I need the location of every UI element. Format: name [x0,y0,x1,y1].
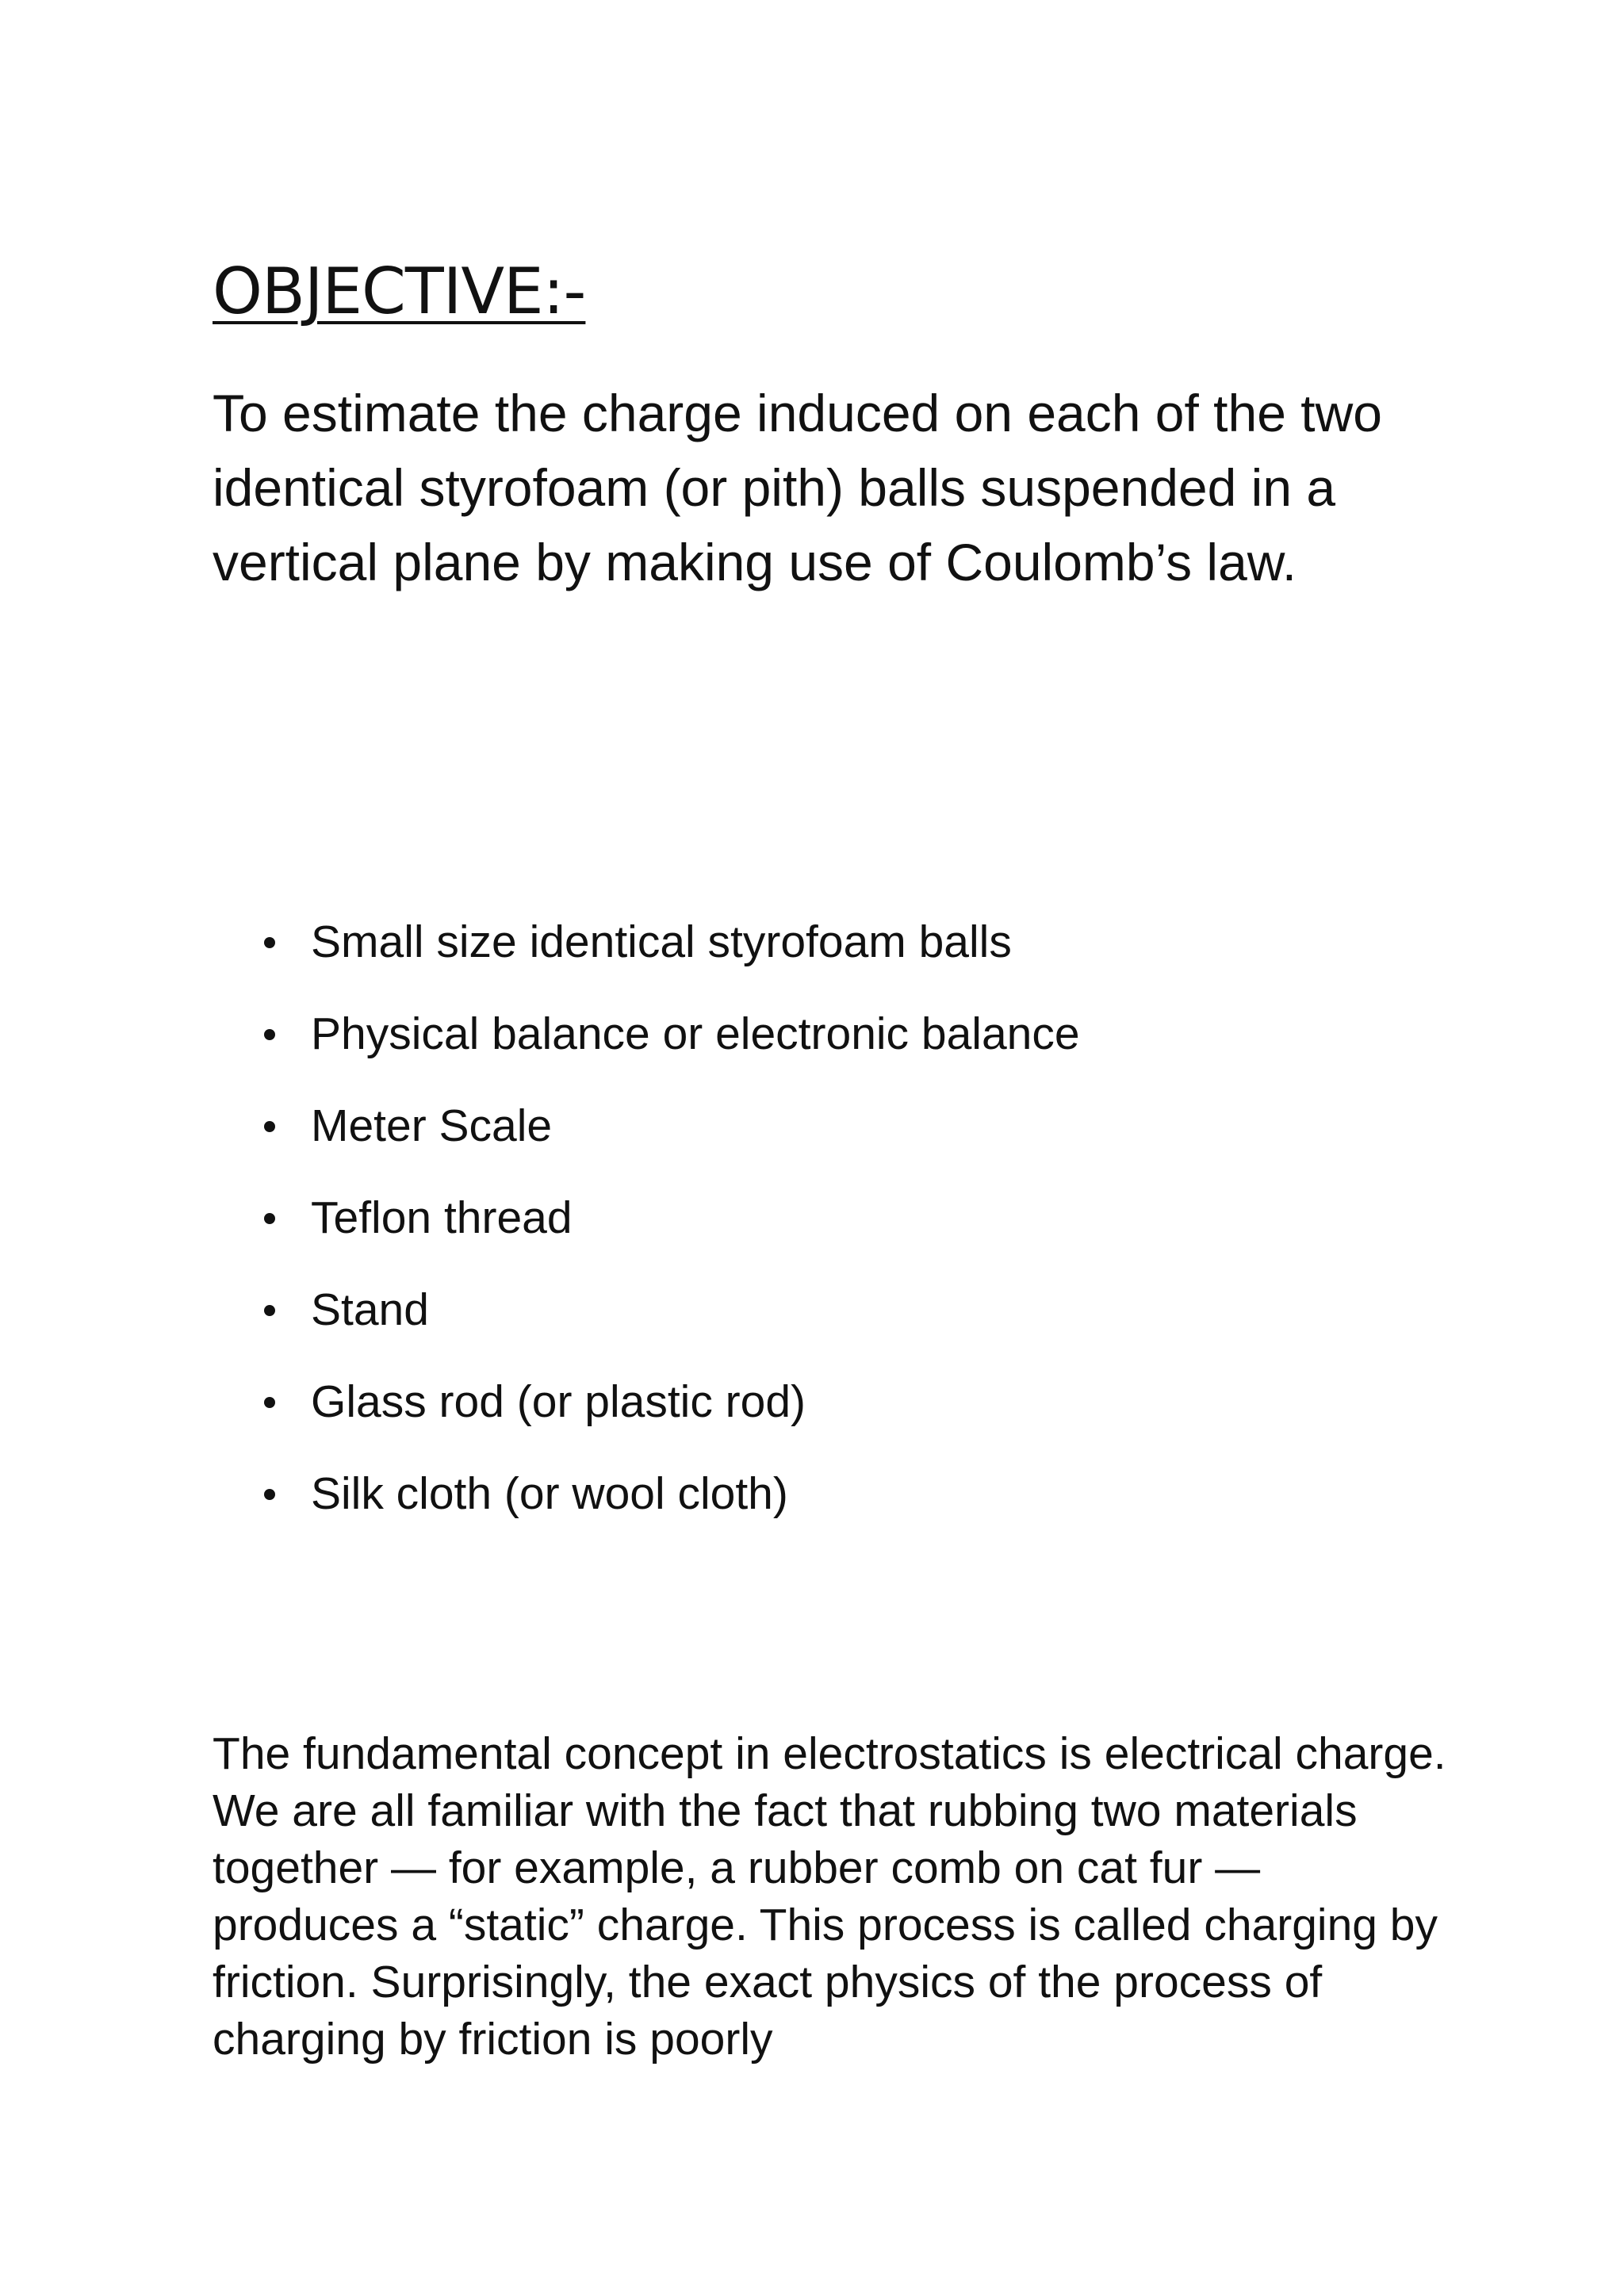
list-item [213,1180,1080,1272]
material-label: Silk cloth (or wool cloth) [311,1468,788,1519]
bullet-icon [264,1213,275,1224]
material-label: Small size identical styrofoam balls [311,916,1012,967]
list-item [213,1088,1080,1180]
bullet-icon [264,1305,275,1316]
objective-paragraph: To estimate the charge induced on each of the two identical styrofoam (or pith) balls suspended in a vertical plane by making use of Coulomb’s law. [213,384,1382,591]
bullet-icon [264,1121,275,1132]
material-label: Meter Scale [311,1100,553,1151]
material-label: Stand [311,1284,429,1335]
bullet-icon [264,1489,275,1500]
material-label: Teflon thread [311,1192,573,1243]
materials-list [213,904,1080,1548]
bullet-icon [264,1029,275,1040]
theory-paragraph: The fundamental concept in electrostatics is electrical charge. We are all familiar with the fact that rubbing two materials together — for example, a rubber comb on cat fur — produces a “static” charge. This process is called charging by friction. Surprisingly, the exact physics of the process of charging by friction is poorly [213,1728,1446,2064]
list-item [213,1456,1080,1548]
list-item [213,996,1080,1088]
material-label: Physical balance or electronic balance [311,1008,1080,1059]
list-item [213,904,1080,996]
bullet-icon [264,937,275,948]
list-item [213,1364,1080,1456]
objective-heading: OBJECTIVE:- [213,254,586,328]
bullet-icon [264,1397,275,1408]
material-label: Glass rod (or plastic rod) [311,1376,806,1427]
list-item [213,1272,1080,1364]
